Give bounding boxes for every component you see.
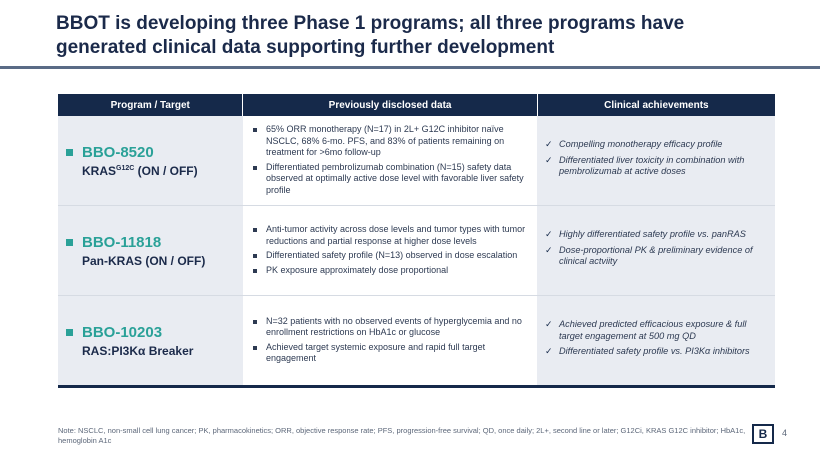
program-target: RAS:PI3Kα Breaker bbox=[82, 343, 194, 358]
header-clinical-achievements: Clinical achievements bbox=[604, 99, 709, 111]
data-bullet: 65% ORR monotherapy (N=17) in 2L+ G12C inhibitor naïve NSCLC, 68% 6-mo. PFS, and 83% of patients remaining on treatment for >6mo follow-up bbox=[251, 124, 529, 159]
program-target bbox=[82, 164, 243, 178]
target-suffix: (ON / OFF) bbox=[134, 163, 198, 178]
achievement-item bbox=[545, 346, 767, 358]
target-text: KRAS bbox=[82, 163, 117, 178]
achievement-text: Achieved predicted efficacious exposure & full target engagement at 500 mg QD bbox=[559, 319, 747, 341]
achievement-text: Highly differentiated safety profile vs. panRAS bbox=[559, 229, 746, 240]
program-name bbox=[66, 324, 243, 341]
title-divider bbox=[0, 66, 820, 69]
data-cell bbox=[243, 296, 537, 385]
achievement-text: Dose-proportional PK & preliminary evidence of clinical actviity bbox=[559, 244, 753, 267]
program-cell bbox=[58, 116, 243, 205]
footnote: Note: NSCLC, non-small cell lung cancer; PK, pharmacokinetics; ORR, objective response rate; PFS, progression-free survival; QD, once daily; 2L+, second line or later; G12Ci, KRAS G12C inhibitor; HbA1c, hemoglobin A1c bbox=[58, 426, 746, 445]
data-bullet: Achieved target systemic exposure and rapid full target engagement bbox=[251, 342, 529, 365]
table-row bbox=[58, 116, 775, 206]
achievements-cell bbox=[537, 116, 775, 205]
bullet-square-icon bbox=[66, 329, 73, 336]
data-cell bbox=[243, 116, 537, 205]
program-target: Pan-KRAS (ON / OFF) bbox=[82, 253, 206, 268]
table-header bbox=[58, 94, 775, 116]
table-row bbox=[58, 296, 775, 388]
target-superscript: G12C bbox=[116, 164, 135, 172]
checkmark-icon: ✓ bbox=[545, 319, 553, 330]
achievement-text: Differentiated liver toxicity in combination with pembrolizumab at active doses bbox=[559, 154, 745, 177]
header-previous-data: Previously disclosed data bbox=[243, 94, 537, 116]
company-logo: B bbox=[752, 424, 774, 444]
program-label: BBO-11818 bbox=[82, 233, 162, 251]
achievement-item bbox=[545, 155, 767, 178]
achievements-cell bbox=[537, 206, 775, 295]
program-label: BBO-8520 bbox=[82, 143, 154, 161]
header-program-target: Program / Target bbox=[58, 94, 243, 116]
programs-table bbox=[58, 94, 775, 388]
checkmark-icon: ✓ bbox=[545, 229, 553, 240]
program-cell bbox=[58, 206, 243, 295]
achievement-item bbox=[545, 229, 767, 241]
achievements-cell bbox=[537, 296, 775, 385]
table-row bbox=[58, 206, 775, 296]
checkmark-icon: ✓ bbox=[545, 139, 553, 150]
data-cell bbox=[243, 206, 537, 295]
data-bullet: Anti-tumor activity across dose levels and tumor types with tumor reductions and partial response at higher dose levels bbox=[251, 224, 529, 247]
bullet-square-icon bbox=[66, 149, 73, 156]
achievement-item bbox=[545, 245, 767, 268]
bullet-square-icon bbox=[66, 239, 73, 246]
data-bullet: Differentiated safety profile (N=13) observed in dose escalation bbox=[251, 250, 529, 262]
program-cell bbox=[58, 296, 243, 385]
program-name bbox=[66, 234, 243, 251]
achievement-item bbox=[545, 319, 767, 342]
achievement-item bbox=[545, 139, 767, 151]
data-bullet: PK exposure approximately dose proportional bbox=[251, 265, 529, 277]
checkmark-icon: ✓ bbox=[545, 346, 553, 357]
data-bullet: Differentiated pembrolizumab combination (N=15) safety data observed at optimally active dose level with favorable liver safety profile bbox=[251, 162, 529, 197]
program-label: BBO-10203 bbox=[82, 323, 163, 341]
checkmark-icon: ✓ bbox=[545, 154, 553, 165]
program-name bbox=[66, 144, 243, 161]
achievement-text: Differentiated safety profile vs. PI3Kα inhibitors bbox=[559, 346, 750, 357]
checkmark-icon: ✓ bbox=[545, 244, 553, 255]
page-number: 4 bbox=[782, 428, 788, 438]
data-bullet: N=32 patients with no observed events of hyperglycemia and no enrollment restrictions on HbA1c or glucose bbox=[251, 316, 529, 339]
page-title: BBOT is developing three Phase 1 programs; all three programs have generated clinical data supporting further development bbox=[56, 13, 685, 58]
achievement-text: Compelling monotherapy efficacy profile bbox=[559, 139, 723, 150]
